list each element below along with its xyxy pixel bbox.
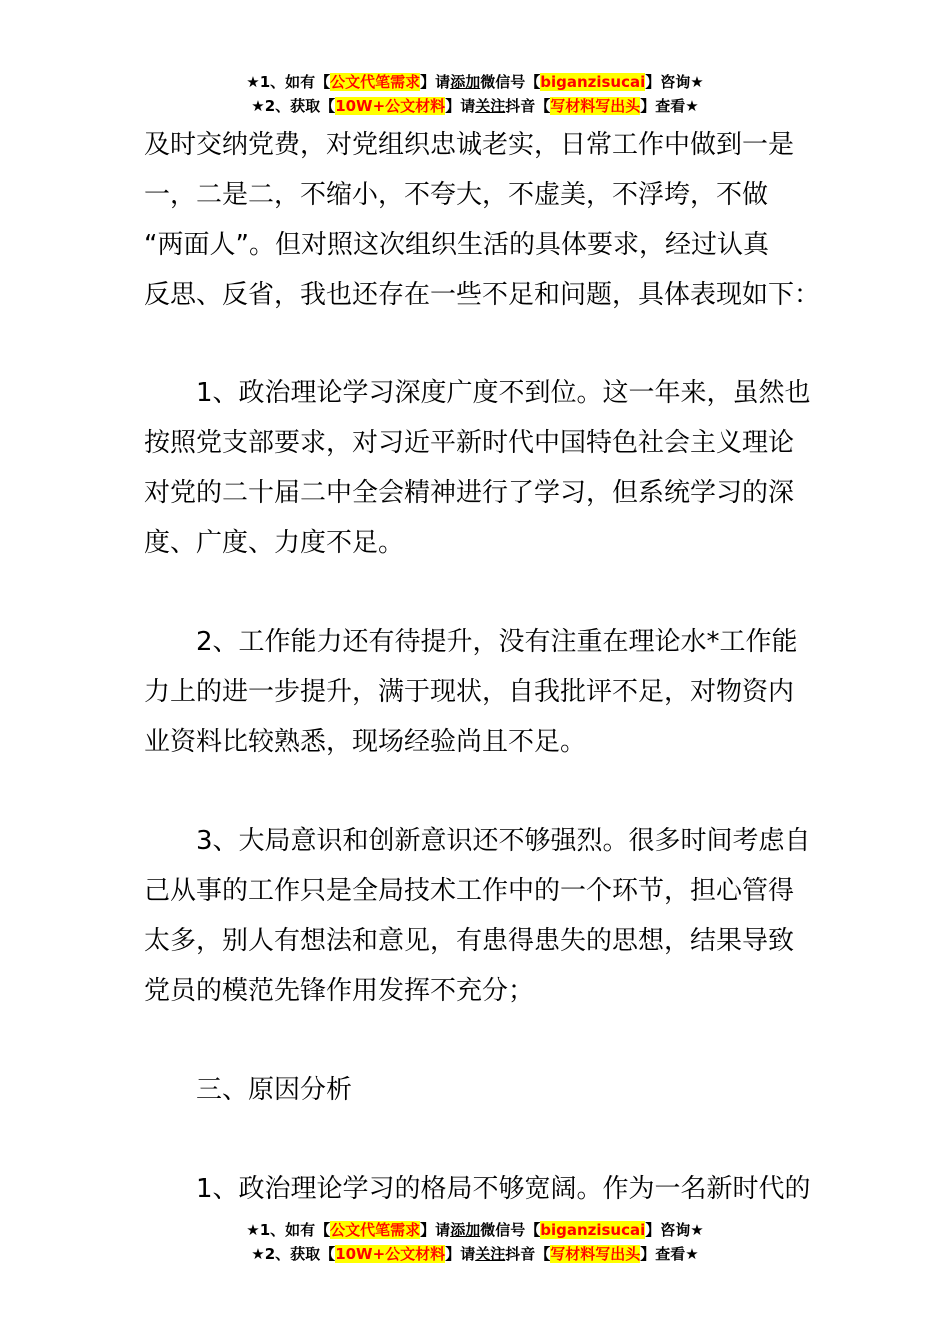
underlined-text: 添加 (450, 73, 481, 91)
footer-banner (0, 1218, 950, 1266)
banner-text: 】请 (420, 73, 451, 91)
banner-line-2 (0, 94, 950, 118)
text-line: 及时交纳党费，对党组织忠诚老实，日常工作中做到一是 (144, 130, 795, 160)
banner-text: 微信号【 (480, 73, 541, 91)
text-line: 2、工作能力还有待提升，没有注重在理论水*工作能 (196, 627, 798, 657)
text-line: 按照党支部要求，对习近平新时代中国特色社会主义理论 (144, 428, 795, 458)
banner-text: 】请 (445, 1245, 476, 1263)
text-line: 反思、反省，我也还存在一些不足和问题，具体表现如下： (144, 280, 821, 310)
underlined-text: 关注 (475, 1245, 506, 1263)
text-line: 度、广度、力度不足。 (144, 528, 405, 558)
text-line: 党员的模范先锋作用发挥不充分； (144, 976, 535, 1006)
banner-line-2 (0, 1242, 950, 1266)
paragraph-reason-1 (144, 1164, 811, 1214)
text-line: 1、政治理论学习深度广度不到位。这一年来，虽然也 (196, 378, 811, 408)
banner-text: 】请 (420, 1221, 451, 1239)
paragraph-intro (144, 120, 821, 320)
banner-text: 】请 (445, 97, 476, 115)
banner-text: ★2、获取【 (251, 97, 336, 115)
banner-text: ★2、获取【 (251, 1245, 336, 1263)
banner-text: ★1、如有【 (246, 73, 331, 91)
banner-text: 】咨询★ (645, 73, 704, 91)
highlight-text: biganzisucai (540, 1221, 646, 1239)
banner-text: 抖音【 (505, 97, 551, 115)
highlight-text: 10W+公文材料 (335, 97, 446, 115)
banner-text: 】咨询★ (645, 1221, 704, 1239)
banner-text: 微信号【 (480, 1221, 541, 1239)
highlight-text: biganzisucai (540, 73, 646, 91)
paragraph-item-1 (144, 368, 811, 568)
banner-text: ★1、如有【 (246, 1221, 331, 1239)
text-line: “两面人”。但对照这次组织生活的具体要求，经过认真 (144, 230, 769, 260)
banner-text: 】查看★ (640, 97, 699, 115)
text-line: 力上的进一步提升，满于现状，自我批评不足，对物资内 (144, 677, 795, 707)
banner-text: 】查看★ (640, 1245, 699, 1263)
text-line: 太多，别人有想法和意见，有患得患失的思想，结果导致 (144, 926, 795, 956)
highlight-text: 公文代笔需求 (330, 73, 421, 91)
text-line: 业资料比较熟悉，现场经验尚且不足。 (144, 727, 587, 757)
paragraph-item-3 (144, 816, 811, 1016)
text-line: 对党的二十届二中全会精神进行了学习，但系统学习的深 (144, 478, 795, 508)
banner-line-1 (0, 70, 950, 94)
highlight-text: 10W+公文材料 (335, 1245, 446, 1263)
paragraph-item-2 (144, 617, 808, 767)
highlight-text: 写材料写出头 (550, 1245, 641, 1263)
text-line: 1、政治理论学习的格局不够宽阔。作为一名新时代的 (196, 1174, 811, 1204)
text-line: 己从事的工作只是全局技术工作中的一个环节，担心管得 (144, 876, 795, 906)
text-line: 3、大局意识和创新意识还不够强烈。很多时间考虑自 (196, 826, 811, 856)
heading-text: 三、原因分析 (196, 1075, 353, 1105)
banner-text: 抖音【 (505, 1245, 551, 1263)
underlined-text: 添加 (450, 1221, 481, 1239)
banner-line-1 (0, 1218, 950, 1242)
highlight-text: 写材料写出头 (550, 97, 641, 115)
text-line: 一，二是二，不缩小，不夸大，不虚美，不浮垮，不做 (144, 180, 769, 210)
header-banner (0, 70, 950, 118)
underlined-text: 关注 (475, 97, 506, 115)
highlight-text: 公文代笔需求 (330, 1221, 421, 1239)
section-heading (144, 1065, 808, 1115)
